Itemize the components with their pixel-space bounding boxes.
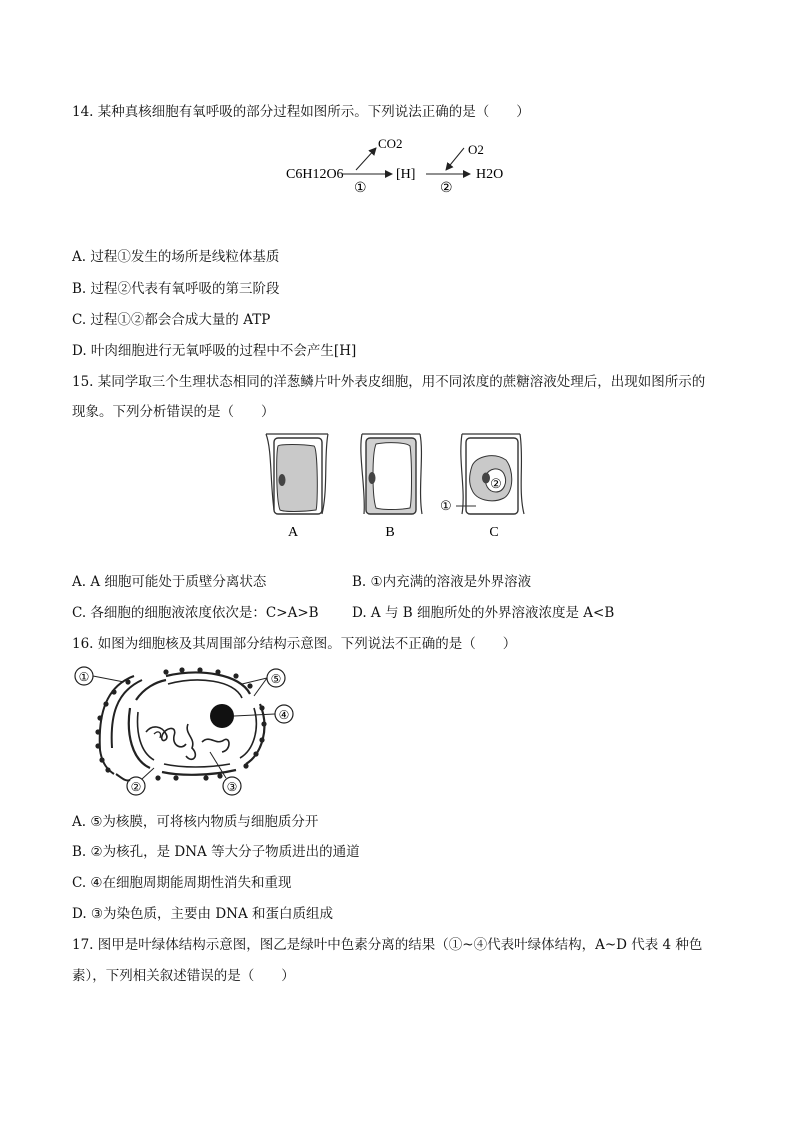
o2-label: O2 (468, 142, 484, 157)
co2-label: CO2 (378, 136, 403, 151)
co2-arrow (356, 148, 376, 170)
q15-plasmolysis-figure (262, 430, 532, 542)
cell-a (266, 434, 328, 540)
q14-stem: 14. 某种真核细胞有氧呼吸的部分过程如图所示。下列说法正确的是（ ） (72, 104, 530, 120)
label-4: ④ (278, 708, 290, 722)
h-label: [H] (396, 167, 416, 182)
marker-2: ② (490, 476, 502, 491)
o2-arrow (446, 148, 464, 170)
q16-option-d: D. ③为染色质，主要由 DNA 和蛋白质组成 (72, 906, 333, 922)
q14-option-a: A. 过程①发生的场所是线粒体基质 (72, 249, 280, 265)
label-3: ③ (226, 780, 238, 794)
q16-stem: 16. 如图为细胞核及其周围部分结构示意图。下列说法不正确的是（ ） (72, 636, 517, 652)
q14-option-d: D. 叶肉细胞进行无氧呼吸的过程中不会产生[H] (72, 343, 357, 359)
q17-stem-line1: 17. 图甲是叶绿体结构示意图，图乙是绿叶中色素分离的结果（①~④代表叶绿体结构，A~D 代表 4 种色 (72, 937, 703, 953)
q15-option-d: D. A 与 B 细胞所处的外界溶液浓度是 A<B (352, 605, 615, 621)
q17-stem-line2: 素），下列相关叙述错误的是（ ） (72, 968, 295, 984)
q16-option-b: B. ②为核孔，是 DNA 等大分子物质进出的通道 (72, 844, 360, 860)
marker-1: ① (440, 498, 452, 513)
q15-option-b: B. ①内充满的溶液是外界溶液 (352, 574, 532, 590)
q16-option-a: A. ⑤为核膜，可将核内物质与细胞质分开 (72, 814, 319, 830)
nucleolus (210, 704, 234, 728)
cell-b (361, 434, 422, 540)
q14-respiration-diagram (280, 134, 520, 200)
label-a: A (287, 525, 299, 540)
label-2: ② (130, 780, 142, 794)
q15-stem-line2: 现象。下列分析错误的是（ ） (72, 404, 275, 420)
label-5: ⑤ (270, 672, 282, 686)
h2o-label: H2O (476, 167, 504, 182)
glucose-label: C6H12O6 (286, 167, 344, 182)
q16-nucleus-figure (70, 664, 310, 800)
step1-label: ① (354, 181, 367, 196)
label-b: B (385, 525, 395, 540)
q14-option-b: B. 过程②代表有氧呼吸的第三阶段 (72, 281, 280, 297)
cell-c (440, 434, 524, 540)
q15-stem-line1: 15. 某同学取三个生理状态相同的洋葱鳞片叶外表皮细胞，用不同浓度的蔗糖溶液处理后，出现如图所示的 (72, 374, 706, 390)
label-c: C (489, 525, 499, 540)
label-1: ① (78, 670, 90, 684)
q14-option-c: C. 过程①②都会合成大量的 ATP (72, 312, 271, 328)
q15-option-a: A. A 细胞可能处于质壁分离状态 (72, 574, 267, 590)
step2-label: ② (440, 181, 453, 196)
q15-option-c: C. 各细胞的细胞液浓度依次是：C>A>B (72, 605, 319, 621)
q16-option-c: C. ④在细胞周期能周期性消失和重现 (72, 875, 292, 891)
